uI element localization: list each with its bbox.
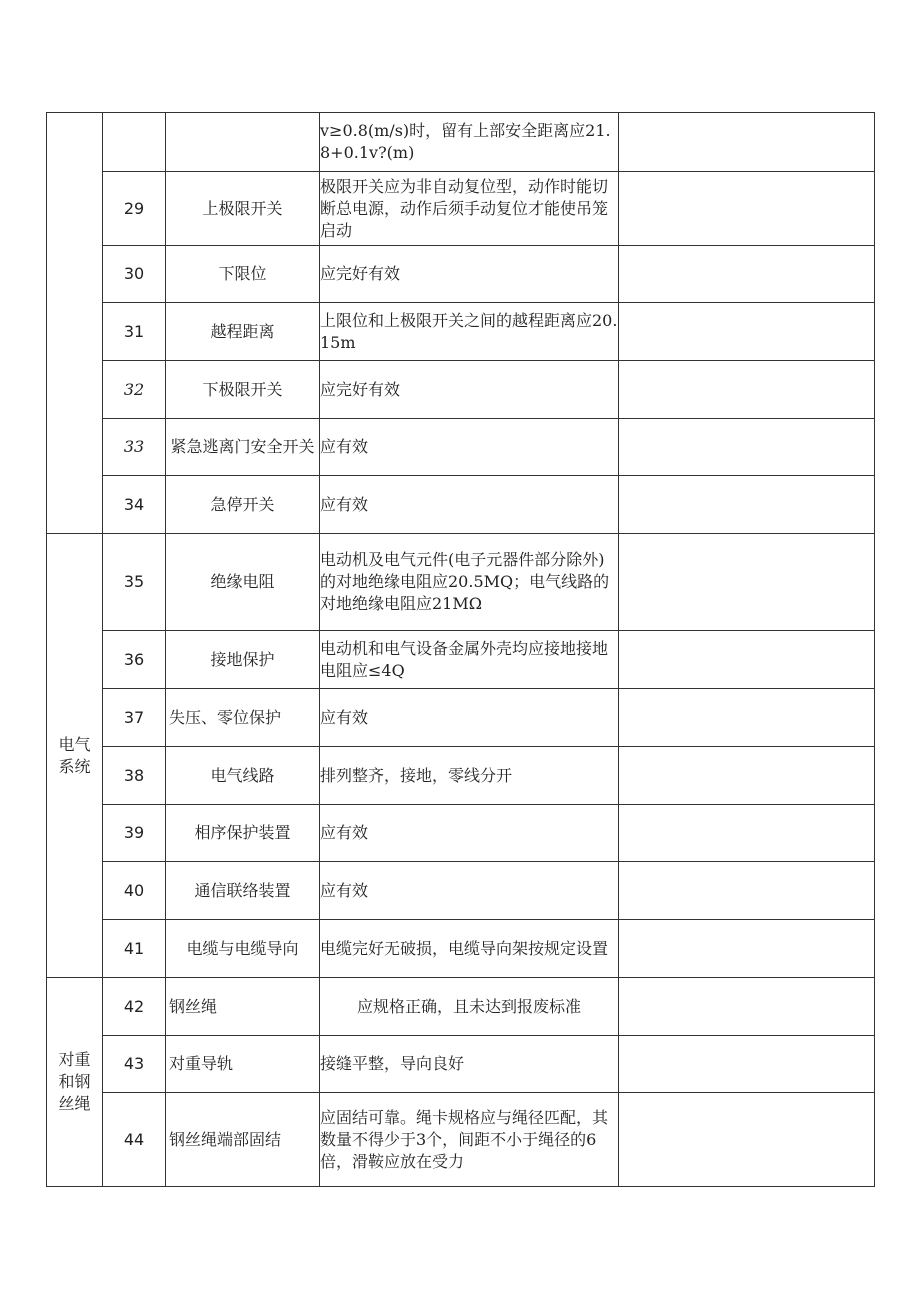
requirement: 接缝平整，导向良好 bbox=[320, 1036, 619, 1093]
result-cell bbox=[619, 419, 875, 476]
item-name: 下限位 bbox=[166, 246, 320, 303]
table-row bbox=[47, 862, 875, 920]
row-number: 44 bbox=[103, 1093, 166, 1187]
row-number: 41 bbox=[103, 920, 166, 978]
result-cell bbox=[619, 534, 875, 631]
result-cell bbox=[619, 476, 875, 534]
item-name: 钢丝绳端部固结 bbox=[166, 1093, 320, 1187]
table-row bbox=[47, 747, 875, 805]
item-name: 钢丝绳 bbox=[166, 978, 320, 1036]
requirement: 极限开关应为非自动复位型，动作时能切断总电源，动作后须手动复位才能使吊笼启动 bbox=[320, 172, 619, 246]
table-row bbox=[47, 419, 875, 476]
result-cell bbox=[619, 172, 875, 246]
row-number: 32 bbox=[103, 361, 166, 419]
table-row bbox=[47, 978, 875, 1036]
requirement: 应有效 bbox=[320, 862, 619, 920]
row-number: 37 bbox=[103, 689, 166, 747]
item-name: 失压、零位保护 bbox=[166, 689, 320, 747]
table-row bbox=[47, 1036, 875, 1093]
table-row bbox=[47, 172, 875, 246]
result-cell bbox=[619, 805, 875, 862]
result-cell bbox=[619, 862, 875, 920]
row-number bbox=[103, 113, 166, 172]
requirement: 电动机及电气元件(电子元器件部分除外)的对地绝缘电阻应20.5MQ；电气线路的对地绝缘电阻应21MΩ bbox=[320, 534, 619, 631]
row-number: 33 bbox=[103, 419, 166, 476]
item-name bbox=[166, 113, 320, 172]
category-counterweight: 对重 和钢 丝绳 bbox=[47, 978, 103, 1187]
table-row bbox=[47, 303, 875, 361]
inspection-table bbox=[46, 112, 875, 1187]
requirement: 应有效 bbox=[320, 689, 619, 747]
table-row bbox=[47, 689, 875, 747]
table-row bbox=[47, 805, 875, 862]
requirement: 应固结可靠。绳卡规格应与绳径匹配，其数量不得少于3个，间距不小于绳径的6倍，滑鞍应放在受力 bbox=[320, 1093, 619, 1187]
row-number: 43 bbox=[103, 1036, 166, 1093]
row-number: 38 bbox=[103, 747, 166, 805]
table-row bbox=[47, 246, 875, 303]
result-cell bbox=[619, 113, 875, 172]
table-row bbox=[47, 1093, 875, 1187]
result-cell bbox=[619, 303, 875, 361]
row-number: 40 bbox=[103, 862, 166, 920]
item-name: 对重导轨 bbox=[166, 1036, 320, 1093]
category-electrical: 电气 系统 bbox=[47, 534, 103, 978]
row-number: 30 bbox=[103, 246, 166, 303]
requirement: 应有效 bbox=[320, 805, 619, 862]
requirement: 应完好有效 bbox=[320, 361, 619, 419]
requirement: 应有效 bbox=[320, 476, 619, 534]
result-cell bbox=[619, 631, 875, 689]
item-name: 紧急逃离门安全开关 bbox=[166, 419, 320, 476]
item-name: 相序保护装置 bbox=[166, 805, 320, 862]
row-number: 36 bbox=[103, 631, 166, 689]
row-number: 39 bbox=[103, 805, 166, 862]
item-name: 上极限开关 bbox=[166, 172, 320, 246]
requirement: 电缆完好无破损，电缆导向架按规定设置 bbox=[320, 920, 619, 978]
item-name: 下极限开关 bbox=[166, 361, 320, 419]
requirement: 应有效 bbox=[320, 419, 619, 476]
item-name: 绝缘电阻 bbox=[166, 534, 320, 631]
table-row bbox=[47, 920, 875, 978]
row-number: 34 bbox=[103, 476, 166, 534]
result-cell bbox=[619, 689, 875, 747]
requirement: v≥0.8(m/s)时，留有上部安全距离应21.8+0.1v?(m) bbox=[320, 113, 619, 172]
result-cell bbox=[619, 920, 875, 978]
requirement: 应完好有效 bbox=[320, 246, 619, 303]
table-row bbox=[47, 534, 875, 631]
row-number: 31 bbox=[103, 303, 166, 361]
result-cell bbox=[619, 747, 875, 805]
table-row bbox=[47, 476, 875, 534]
category-cell-empty bbox=[47, 113, 103, 534]
table-row bbox=[47, 631, 875, 689]
row-number: 29 bbox=[103, 172, 166, 246]
requirement: 应规格正确，且未达到报废标准 bbox=[320, 978, 619, 1036]
result-cell bbox=[619, 246, 875, 303]
item-name: 电缆与电缆导向 bbox=[166, 920, 320, 978]
requirement: 排列整齐，接地，零线分开 bbox=[320, 747, 619, 805]
item-name: 急停开关 bbox=[166, 476, 320, 534]
requirement: 上限位和上极限开关之间的越程距离应20.15m bbox=[320, 303, 619, 361]
result-cell bbox=[619, 1036, 875, 1093]
item-name: 接地保护 bbox=[166, 631, 320, 689]
row-number: 42 bbox=[103, 978, 166, 1036]
row-number: 35 bbox=[103, 534, 166, 631]
table-row bbox=[47, 113, 875, 172]
result-cell bbox=[619, 361, 875, 419]
item-name: 通信联络装置 bbox=[166, 862, 320, 920]
result-cell bbox=[619, 1093, 875, 1187]
item-name: 电气线路 bbox=[166, 747, 320, 805]
requirement: 电动机和电气设备金属外壳均应接地接地电阻应≤4Q bbox=[320, 631, 619, 689]
result-cell bbox=[619, 978, 875, 1036]
item-name: 越程距离 bbox=[166, 303, 320, 361]
table-row bbox=[47, 361, 875, 419]
